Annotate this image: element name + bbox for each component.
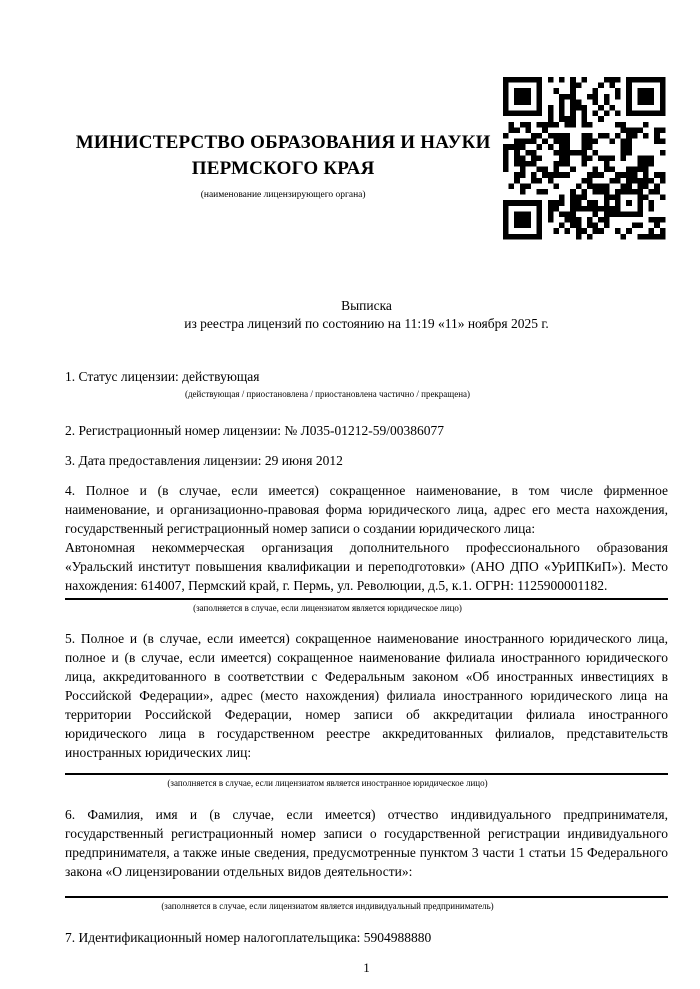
item-registration-number [65,421,668,440]
fill-line [65,598,668,600]
foreign-entity-label: 5. Полное и (в случае, если имеется) сокращенное наименование иностранного юридического лица, полное и (в случае, если имеется) сокращенное наименование филиала иностранного юридического лица, аккредитованного в соответствии с Федеральным законом «Об иностранных инвестициях в Российской Федерации», адрес (место нахождения) филиала иностранного юридического лица на территории Российской Федерации, номер записи об аккредитации филиала иностранного юридического лица в государственном реестре аккредитованных филиалов, представительств иностранных юридических лиц: [65,631,668,760]
individual-entrepreneur-label: 6. Фамилия, имя и (в случае, если имеется) отчество индивидуального предпринимателя, государственный регистрационный номер записи о государственной регистрации индивидуального предпринимателя, а также иные сведения, предусмотренные пунктом 3 части 1 статьи 15 Федерального закона «О лицензировании отдельных видов деятельности»: [65,807,668,879]
license-status-text: 1. Статус лицензии: действующая [65,369,260,384]
taxpayer-number-text: 7. Идентификационный номер налогоплательщика: 5904988880 [65,930,432,945]
foreign-entity-caption: (заполняется в случае, если лицензиатом является иностранное юридическое лицо) [167,778,488,788]
legal-entity-caption: (заполняется в случае, если лицензиатом является юридическое лицо) [193,603,462,613]
document-title-date-line: из реестра лицензий по состоянию на 11:19 «11» ноября 2025 г. [184,316,549,331]
page-number: 1 [363,960,370,975]
legal-entity-label: 4. Полное и (в случае, если имеется) сокращенное наименование, в том числе фирменное наименование, и организационно-правовая форма юридического лица, адрес его места нахождения, государственный регистрационный номер записи о создании юридического лица: [65,483,668,536]
document-header [65,75,668,242]
document-body [65,367,668,947]
qr-code [501,75,668,242]
item-foreign-entity [65,629,668,789]
license-status-options-caption: (действующая / приостановлена / приостановлена частично / прекращена) [184,389,471,399]
item-taxpayer-number [65,928,668,947]
item-grant-date [65,451,668,470]
fill-line [65,896,668,898]
individual-entrepreneur-caption: (заполняется в случае, если лицензиатом является индивидуальный предприниматель) [161,901,494,911]
grant-date-text: 3. Дата предоставления лицензии: 29 июня 2012 [65,453,343,468]
registration-number-text: 2. Регистрационный номер лицензии: № Л035-01212-59/00386077 [65,423,445,438]
item-legal-entity [65,481,668,614]
document-title: Выписка [341,298,392,313]
legal-entity-value: Автономная некоммерческая организация дополнительного профессионального образования «Уральский институт повышения квалификации и переподготовки» (АНО ДПО «УрИПКиП»). Место нахождения: 614007, Пермский край, г. Пермь, ул. Революции, д.5, к.1. ОГРН: 1125900001182. [65,540,668,593]
item-license-status [65,367,668,400]
item-individual-entrepreneur [65,805,668,912]
document-title-block [65,297,668,333]
licensing-authority-caption: (наименование лицензирующего органа) [200,190,366,200]
licensing-authority-block [65,75,501,242]
licensing-authority-name: МИНИСТЕРСТВО ОБРАЗОВАНИЯ И НАУКИ ПЕРМСКОГО КРАЯ [75,132,491,179]
fill-line [65,773,668,775]
